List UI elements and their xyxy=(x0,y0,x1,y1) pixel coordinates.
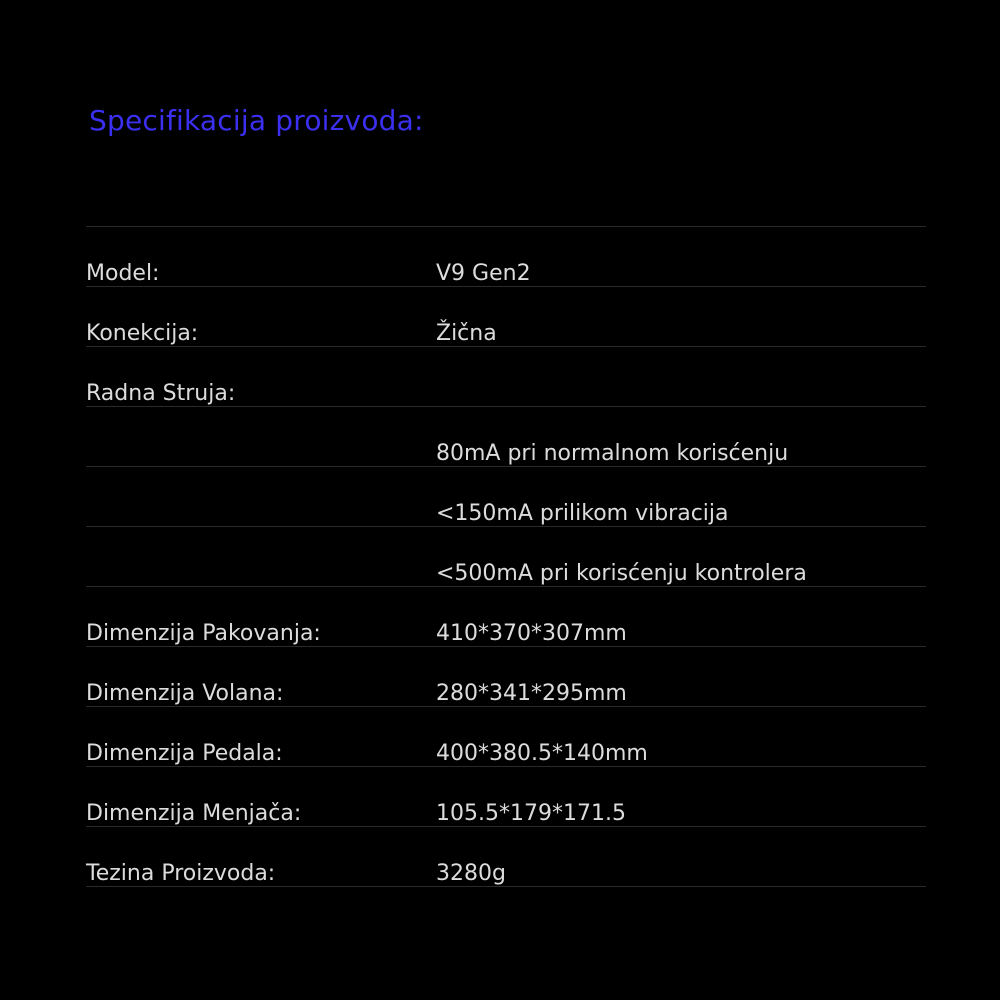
spec-value xyxy=(436,347,926,407)
spec-label: Tezina Proizvoda: xyxy=(86,827,436,887)
table-row xyxy=(86,767,926,827)
spec-label: Konekcija: xyxy=(86,287,436,347)
table-row xyxy=(86,180,926,227)
spec-label: Model: xyxy=(86,227,436,287)
spec-value: Žična xyxy=(436,287,926,347)
spec-label xyxy=(86,180,436,227)
table-row xyxy=(86,227,926,287)
spec-label: Dimenzija Volana: xyxy=(86,647,436,707)
spec-value: 400*380.5*140mm xyxy=(436,707,926,767)
spec-label: Dimenzija Menjača: xyxy=(86,767,436,827)
table-row xyxy=(86,347,926,407)
spec-value: 3280g xyxy=(436,827,926,887)
spec-label xyxy=(86,527,436,587)
table-row xyxy=(86,527,926,587)
spec-value: V9 Gen2 xyxy=(436,227,926,287)
table-row xyxy=(86,287,926,347)
spec-value: 80mA pri normalnom korisćenju xyxy=(436,407,926,467)
spec-value: 280*341*295mm xyxy=(436,647,926,707)
spec-value: <500mA pri korisćenju kontrolera xyxy=(436,527,926,587)
table-row xyxy=(86,707,926,767)
spec-label xyxy=(86,407,436,467)
page-title: Specifikacija proizvoda: xyxy=(89,104,424,137)
spec-label: Dimenzija Pedala: xyxy=(86,707,436,767)
spec-label xyxy=(86,467,436,527)
spec-value: 105.5*179*171.5 xyxy=(436,767,926,827)
table-row xyxy=(86,587,926,647)
table-row xyxy=(86,407,926,467)
spec-label: Dimenzija Pakovanja: xyxy=(86,587,436,647)
spec-value: 410*370*307mm xyxy=(436,587,926,647)
specification-table xyxy=(86,180,926,887)
table-row xyxy=(86,647,926,707)
table-row xyxy=(86,827,926,887)
spec-value xyxy=(436,180,926,227)
spec-value: <150mA prilikom vibracija xyxy=(436,467,926,527)
table-row xyxy=(86,467,926,527)
spec-label: Radna Struja: xyxy=(86,347,436,407)
